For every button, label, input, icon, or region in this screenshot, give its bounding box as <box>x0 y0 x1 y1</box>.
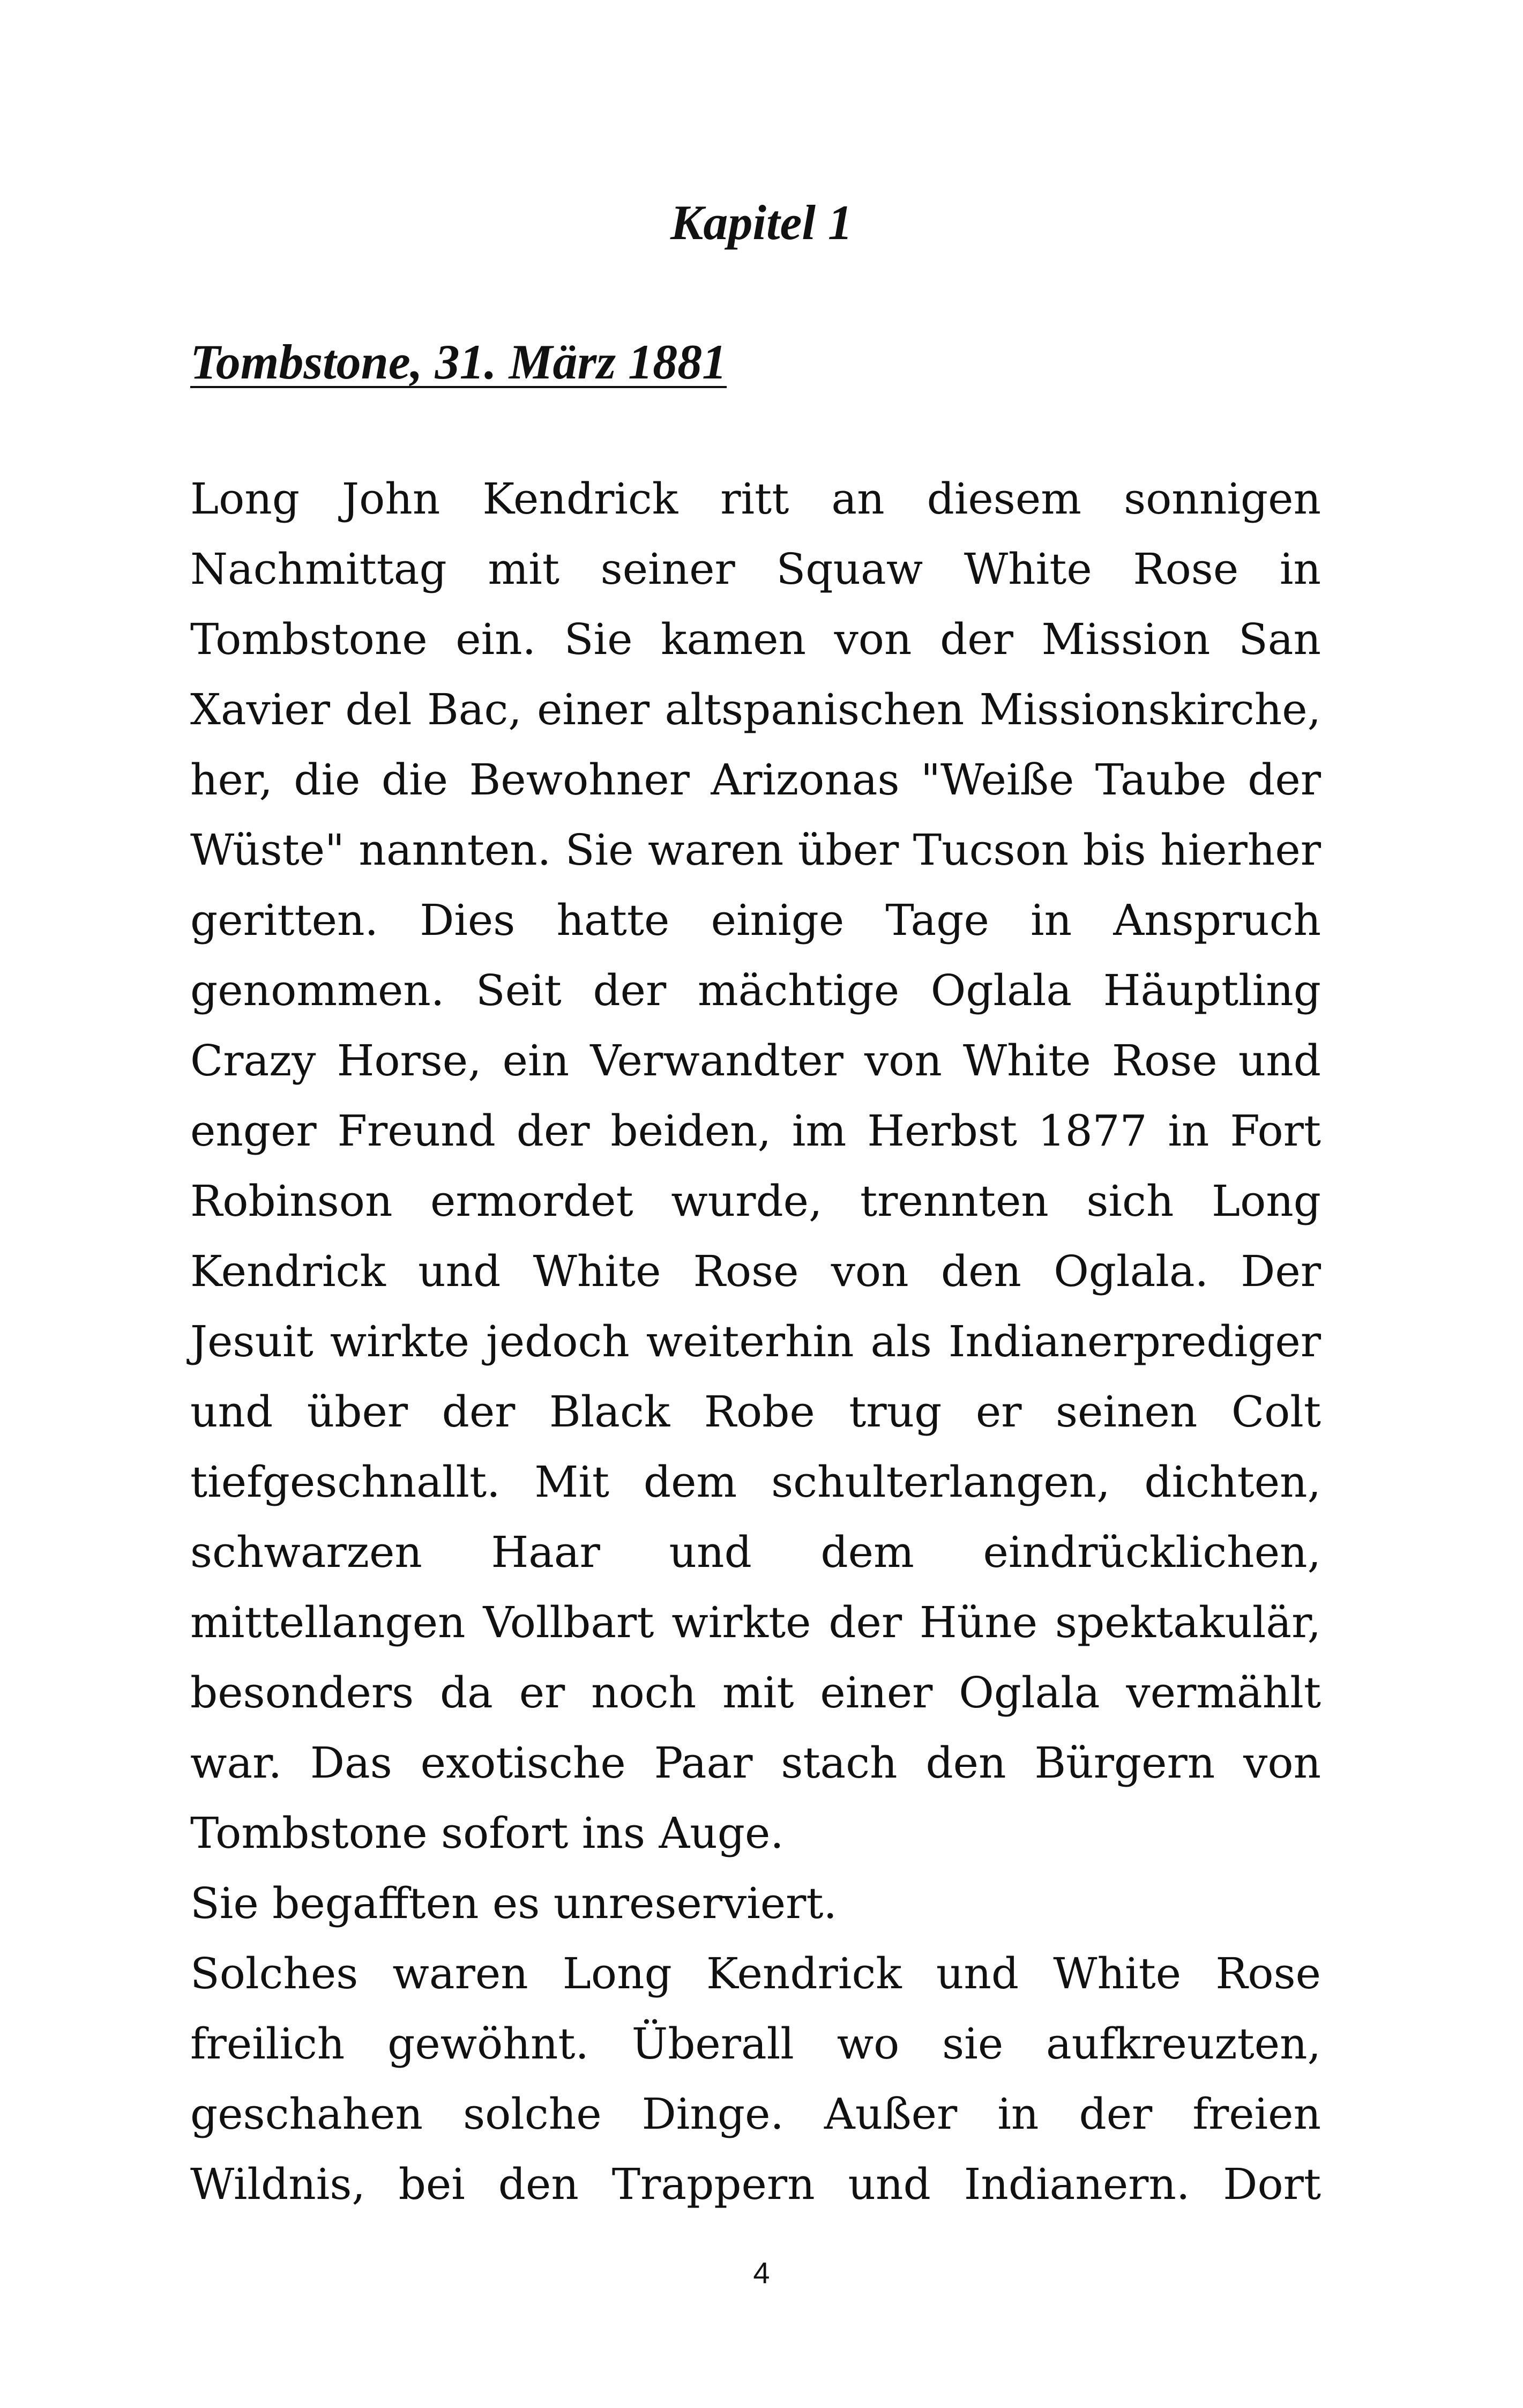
body-text <box>190 464 1321 2219</box>
paragraph-1: Long John Kendrick ritt an diesem sonnigen Nachmittag mit seiner Squaw White Rose in Tombstone ein. Sie kamen von der Mission San Xavier del Bac, einer altspanischen Missionskirche, her, die die Bewohner Arizonas "Weiße Taube der Wüste" nannten. Sie waren über Tucson bis hierher geritten. Dies hatte einige Tage in Anspruch genommen. Seit der mächtige Oglala Häuptling Crazy Horse, ein Verwandter von White Rose und enger Freund der beiden, im Herbst 1877 in Fort Robinson ermordet wurde, trennten sich Long Kendrick und White Rose von den Oglala. Der Jesuit wirkte jedoch weiterhin als Indianerprediger und über der Black Robe trug er seinen Colt tiefgeschnallt. Mit dem schulterlangen, dichten, schwarzen Haar und dem eindrücklichen, mittellangen Vollbart wirkte der Hüne spektakulär, besonders da er noch mit einer Oglala vermählt war. Das exotische Paar stach den Bürgern von Tombstone sofort ins Auge. <box>190 474 1321 1858</box>
page-number: 4 <box>753 2256 770 2290</box>
paragraph-2: Sie begafften es unreserviert. <box>190 1878 837 1928</box>
section-heading: Tombstone, 31. März 1881 <box>190 335 727 389</box>
paragraph-3: Solches waren Long Kendrick und White Rose freilich gewöhnt. Überall wo sie aufkreuzten, geschahen solche Dinge. Außer in der freien Wildnis, bei den Trappern und Indianern. Dort <box>190 1949 1321 2209</box>
chapter-title: Kapitel 1 <box>670 195 853 250</box>
